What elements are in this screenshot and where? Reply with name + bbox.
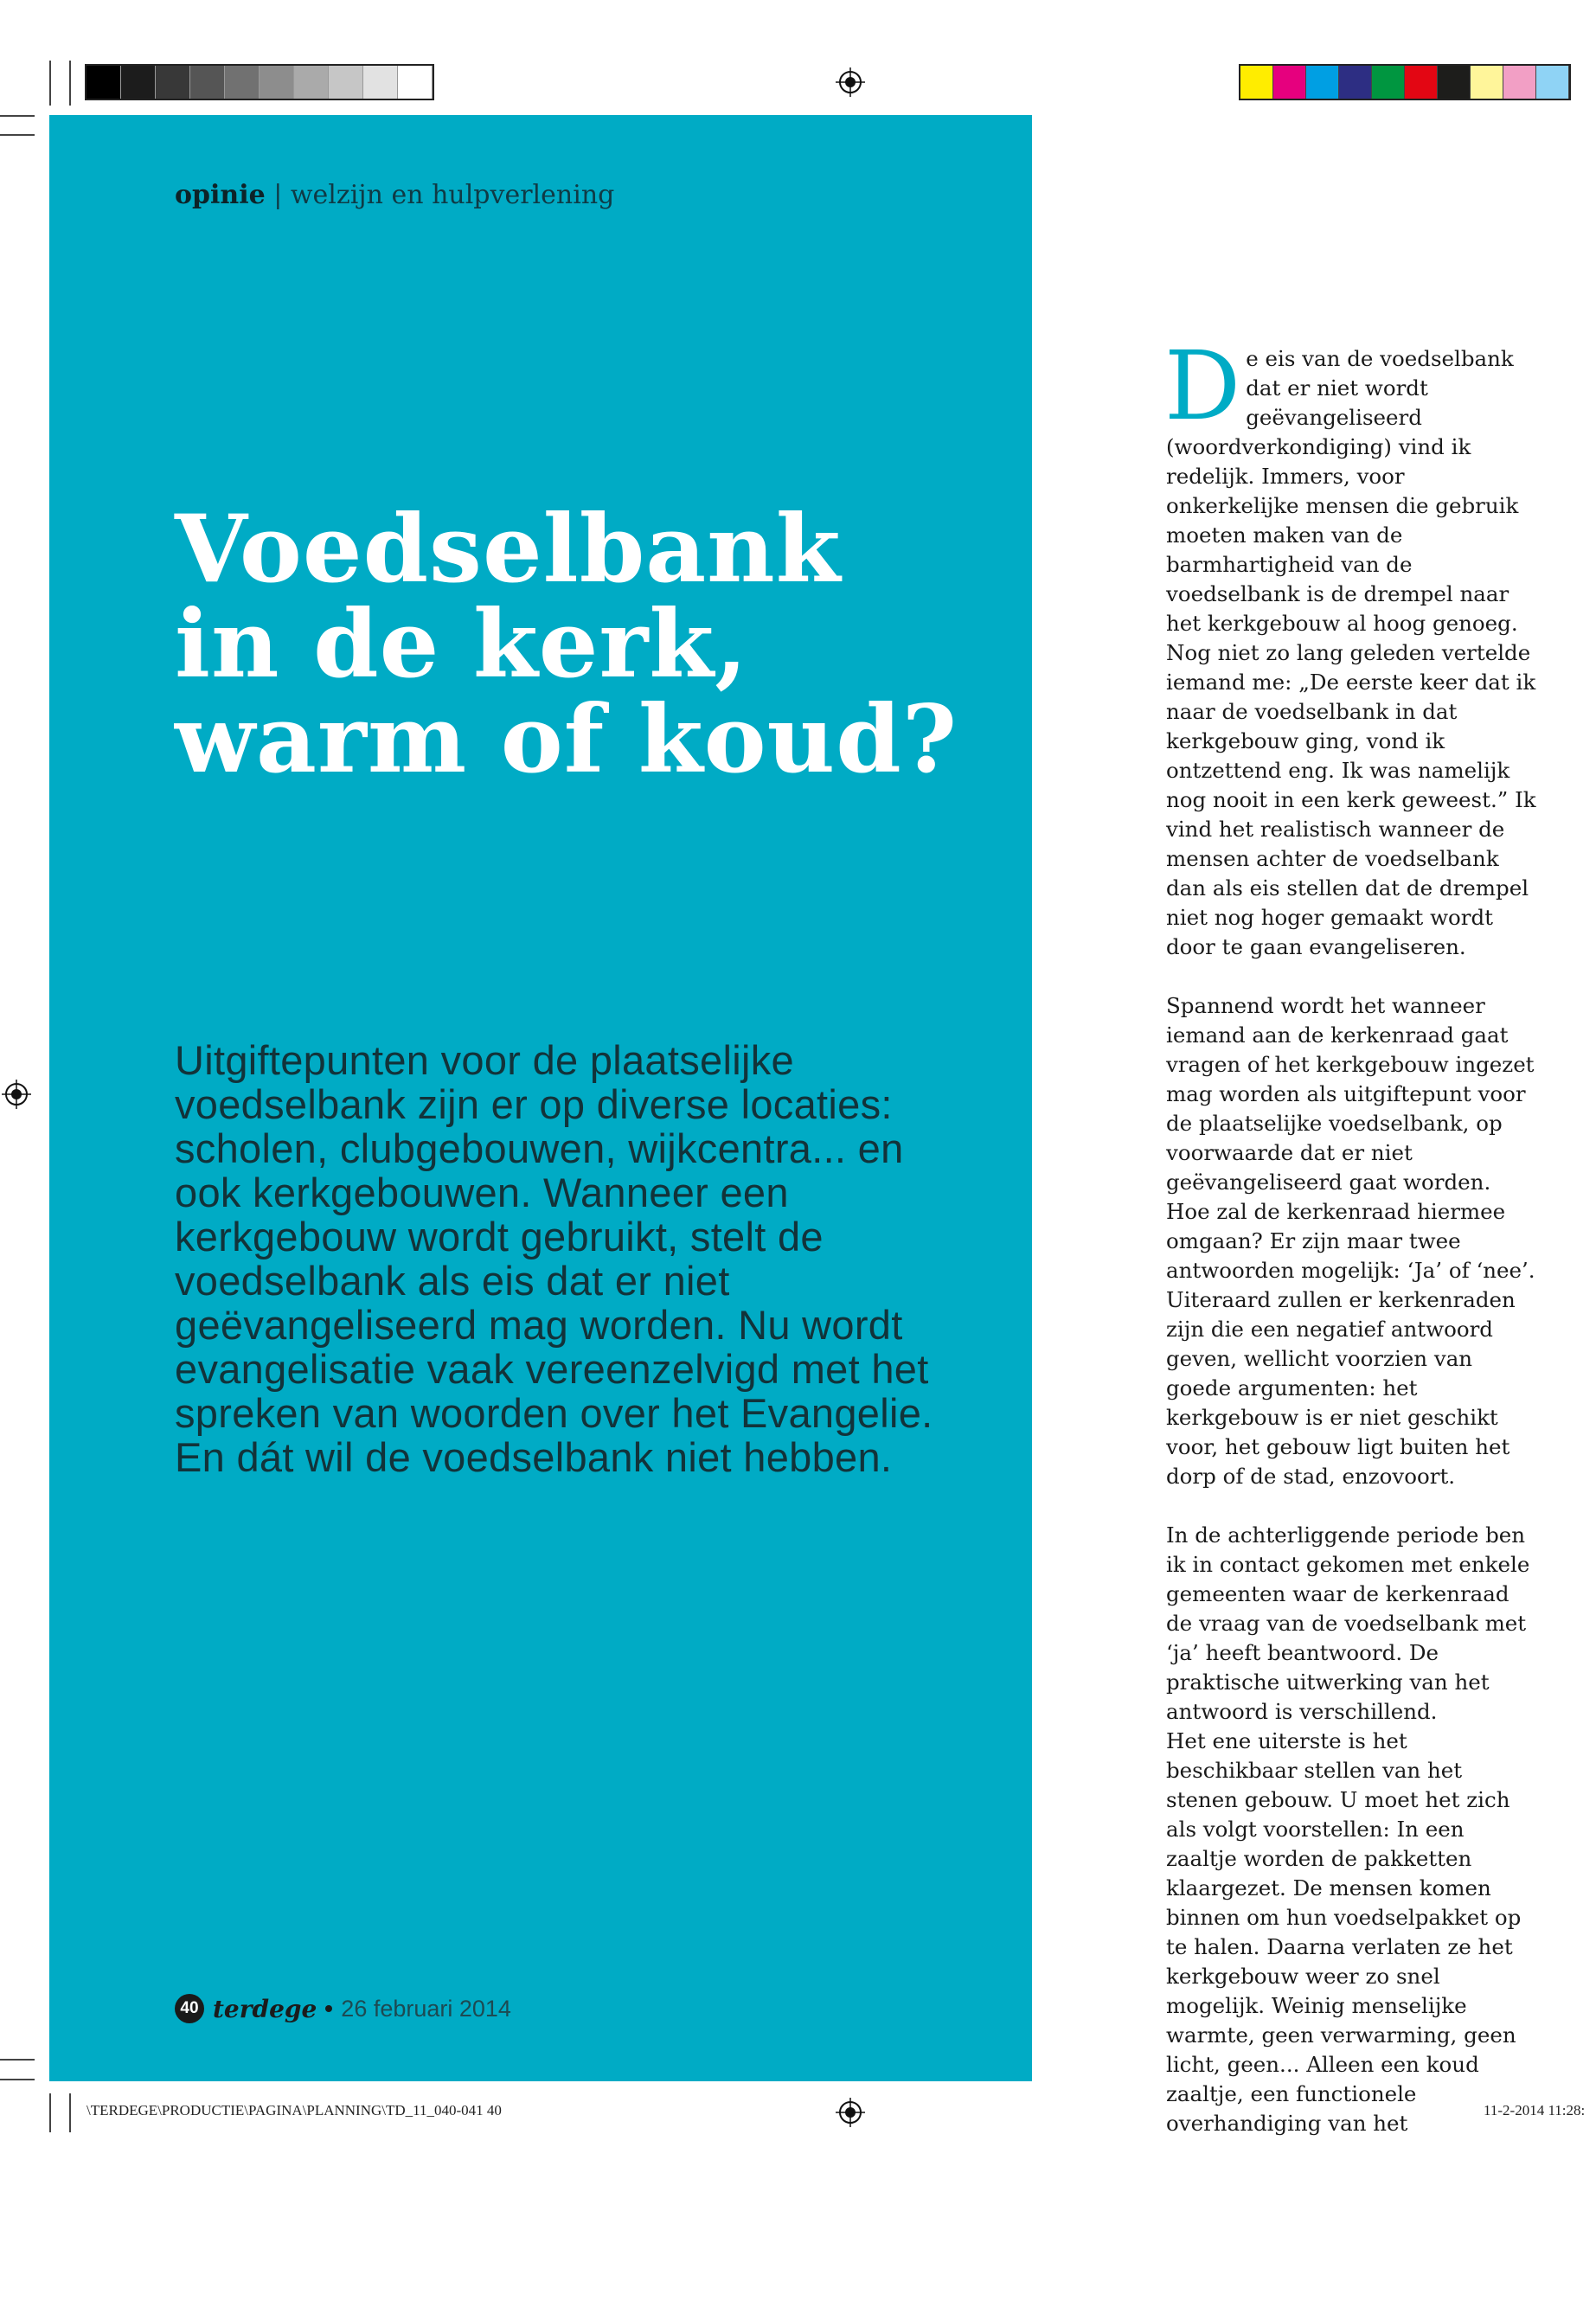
crop-mark <box>49 2093 51 2132</box>
grayscale-calibration-bar <box>85 64 434 100</box>
gray-swatch <box>363 66 398 99</box>
paragraph-text: e eis van de voedselbank dat er niet wordt geëvangeliseerd (woordverkondiging) vind ik redelijk. Immers, voor onkerkelijke mensen die gebruik moeten maken van de barmhartigheid van de voedselbank is de drempel naar het kerkgebouw al hoog genoeg. Nog niet zo lang geleden vertelde iemand me: „De eerste keer dat ik naar de voedselbank in dat kerkgebouw ging, vond ik ontzettend eng. Ik was namelijk nog nooit in een kerk geweest.” Ik vind het realistisch wanneer de mensen achter de voedselbank dan als eis stellen dat de drempel niet nog hoger gemaakt wordt door te gaan evangeliseren. <box>1166 346 1536 959</box>
gray-swatch <box>260 66 294 99</box>
magazine-logo: terdege <box>213 1994 317 2023</box>
print-slug: \TERDEGE\PRODUCTIE\PAGINA\PLANNING\TD_11_040-041 40 <box>87 2102 502 2118</box>
body-paragraph: Het ene uiterste is het beschikbaar stellen van het stenen gebouw. U moet het zich als volgt voorstellen: In een zaaltje worden de pakketten klaargezet. De mensen komen binnen om hun voedselpakket op te halen. Daarna verlaten ze het kerkgebouw weer zo snel mogelijk. Weinig menselijke warmte, geen verwarming, geen licht, geen... Alleen een koud zaaltje, een functionele overhandiging van het <box>1166 1728 1522 2136</box>
body-paragraph: In de achterliggende periode ben ik in contact gekomen met enkele gemeenten waar de kerkenraad de vraag van de voedselbank met ‘ja’ heeft beantwoord. De praktische uitwerking van het antwoord is verschillend. <box>1166 1522 1530 1724</box>
color-swatch <box>1471 66 1503 99</box>
page-number: 40 <box>175 1994 204 2023</box>
color-swatch <box>1503 66 1536 99</box>
gray-swatch <box>398 66 433 99</box>
kicker-subcategory: | welzijn en hulpverlening <box>265 180 615 210</box>
color-swatch <box>1273 66 1306 99</box>
kicker-category: opinie <box>175 180 266 210</box>
color-calibration-bar <box>1239 64 1571 100</box>
crop-mark <box>0 2079 35 2080</box>
color-swatch <box>1405 66 1438 99</box>
gray-swatch <box>121 66 156 99</box>
issue-date: 26 februari 2014 <box>341 1995 511 2022</box>
crop-mark <box>69 61 71 106</box>
article-title <box>175 495 1005 794</box>
crop-mark <box>69 2093 71 2132</box>
gray-swatch <box>87 66 121 99</box>
body-paragraph: Spannend wordt het wanneer iemand aan de kerkenraad gaat vragen of het kerkgebouw ingezet mag worden als uitgiftepunt voor de plaatselijke voedselbank, op voorwaarde dat er niet geëvangeliseerd gaat worden. Hoe zal de kerkenraad hiermee omgaan? Er zijn maar twee antwoorden mogelijk: ‘Ja’ of ‘nee’. Uiteraard zullen er kerkenraden zijn die een negatief antwoord geven, wellicht voorzien van goede argumenten: het kerkgebouw is er niet geschikt voor, het gebouw ligt buiten het dorp of de stad, enzovoort. <box>1166 993 1535 1489</box>
crop-mark <box>0 134 35 136</box>
color-swatch <box>1438 66 1471 99</box>
color-swatch <box>1240 66 1273 99</box>
print-timestamp: 11-2-2014 11:28: <box>1484 2102 1586 2118</box>
color-swatch <box>1536 66 1569 99</box>
crop-mark <box>49 61 51 106</box>
color-swatch <box>1372 66 1405 99</box>
registration-mark-icon <box>836 67 865 97</box>
gray-swatch <box>294 66 329 99</box>
body-paragraph <box>1164 330 1538 962</box>
crop-mark <box>0 2059 35 2061</box>
registration-mark-icon <box>2 1080 31 1109</box>
title-line: in de kerk, <box>175 590 748 699</box>
color-swatch <box>1339 66 1372 99</box>
gray-swatch <box>225 66 260 99</box>
separator-dot-icon <box>325 2005 332 2012</box>
gray-swatch <box>156 66 190 99</box>
article-intro: Uitgiftepunten voor de plaatselijke voedselbank zijn er op diverse locaties: scholen, clubgebouwen, wijkcentra... en ook kerkgebouwen. Wanneer een kerkgebouw wordt gebruikt, stelt de voedselbank als eis dat er niet geëvangeliseerd mag worden. Nu wordt evangelisatie vaak vereenzelvigd met het spreken van woorden over het Evangelie. En dát wil de voedselbank niet hebben. <box>175 1037 933 1480</box>
gray-swatch <box>190 66 225 99</box>
color-swatch <box>1306 66 1339 99</box>
title-line: warm of koud? <box>175 685 958 794</box>
drop-cap: D <box>1164 330 1241 441</box>
title-line: Voedselbank <box>175 495 842 604</box>
registration-mark-icon <box>836 2098 865 2127</box>
page-footer <box>175 1991 511 2026</box>
section-kicker <box>175 180 614 210</box>
article-body <box>1164 330 1538 2138</box>
crop-mark <box>0 115 35 117</box>
gray-swatch <box>329 66 363 99</box>
